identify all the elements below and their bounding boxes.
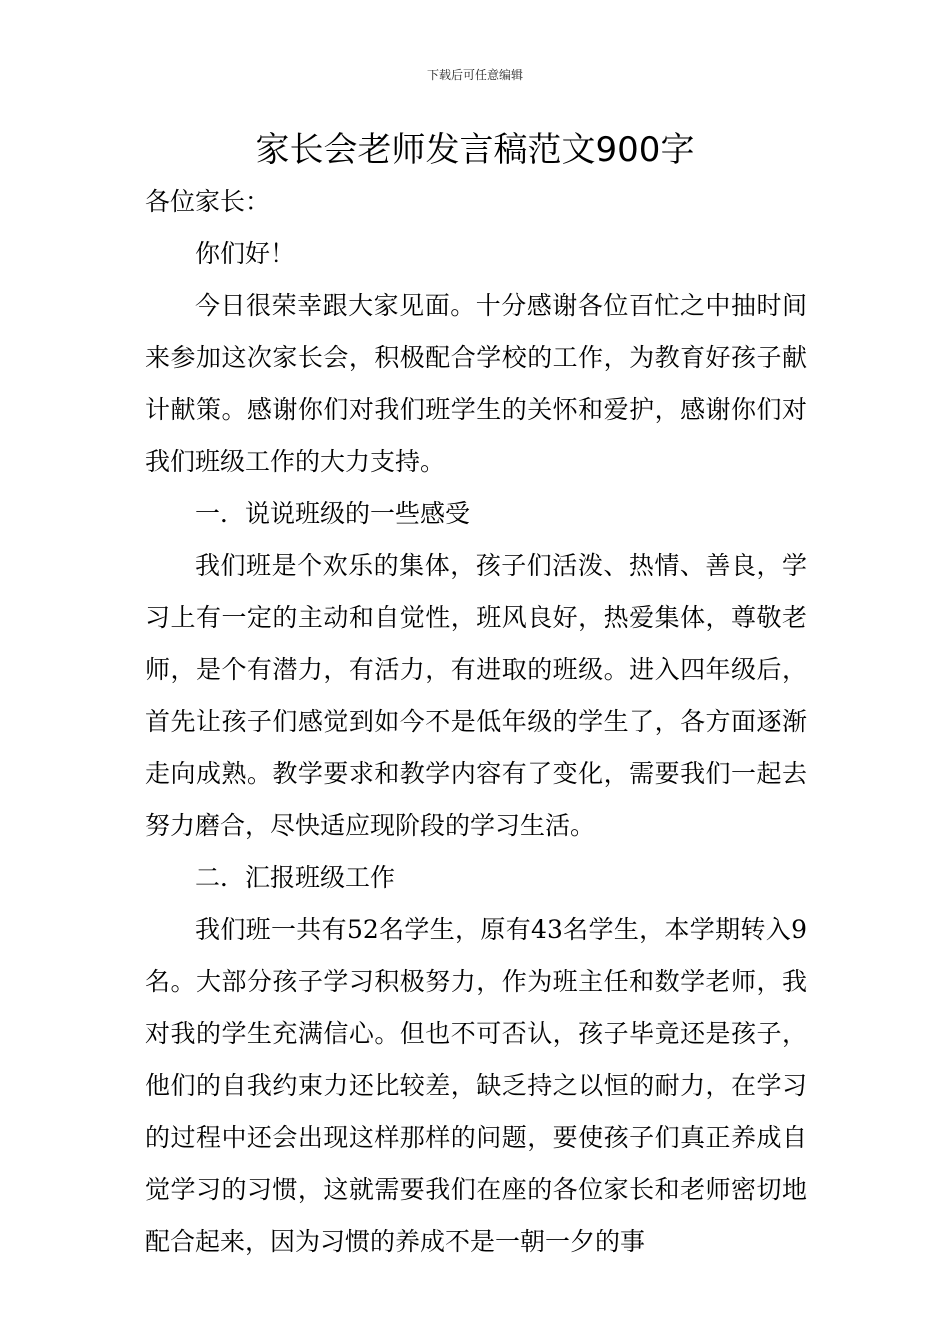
document-body [145, 176, 807, 1268]
section-heading-1: 一．说说班级的一些感受 [195, 499, 471, 528]
header-note: 下载后可任意编辑 [426, 68, 523, 82]
paragraph-intro: 今日很荣幸跟大家见面。十分感谢各位百忙之中抽时间来参加这次家长会，积极配合学校的工作，为教育好孩子献计献策。感谢你们对我们班学生的关怀和爱护，感谢你们对我们班级工作的大力支持。 [145, 291, 807, 476]
greeting: 你们好！ [195, 239, 296, 268]
section-heading-2: 二．汇报班级工作 [195, 863, 396, 892]
document-title: 家长会老师发言稿范文900字 [255, 130, 695, 170]
salutation: 各位家长： [145, 187, 271, 216]
paragraph-class-impressions: 我们班是个欢乐的集体，孩子们活泼、热情、善良，学习上有一定的主动和自觉性，班风良好，热爱集体，尊敬老师，是个有潜力，有活力，有进取的班级。进入四年级后，首先让孩子们感觉到如今不是低年级的学生了，各方面逐渐走向成熟。教学要求和教学内容有了变化，需要我们一起去努力磨合，尽快适应现阶段的学习生活。 [145, 551, 807, 840]
paragraph-class-report: 我们班一共有52名学生，原有43名学生，本学期转入9名。大部分孩子学习积极努力，作为班主任和数学老师，我对我的学生充满信心。但也不可否认，孩子毕竟还是孩子，他们的自我约束力还比较差，缺乏持之以恒的耐力，在学习的过程中还会出现这样那样的问题，要使孩子们真正养成自觉学习的习惯，这就需要我们在座的各位家长和老师密切地配合起来，因为习惯的养成不是一朝一夕的事 [145, 915, 807, 1256]
